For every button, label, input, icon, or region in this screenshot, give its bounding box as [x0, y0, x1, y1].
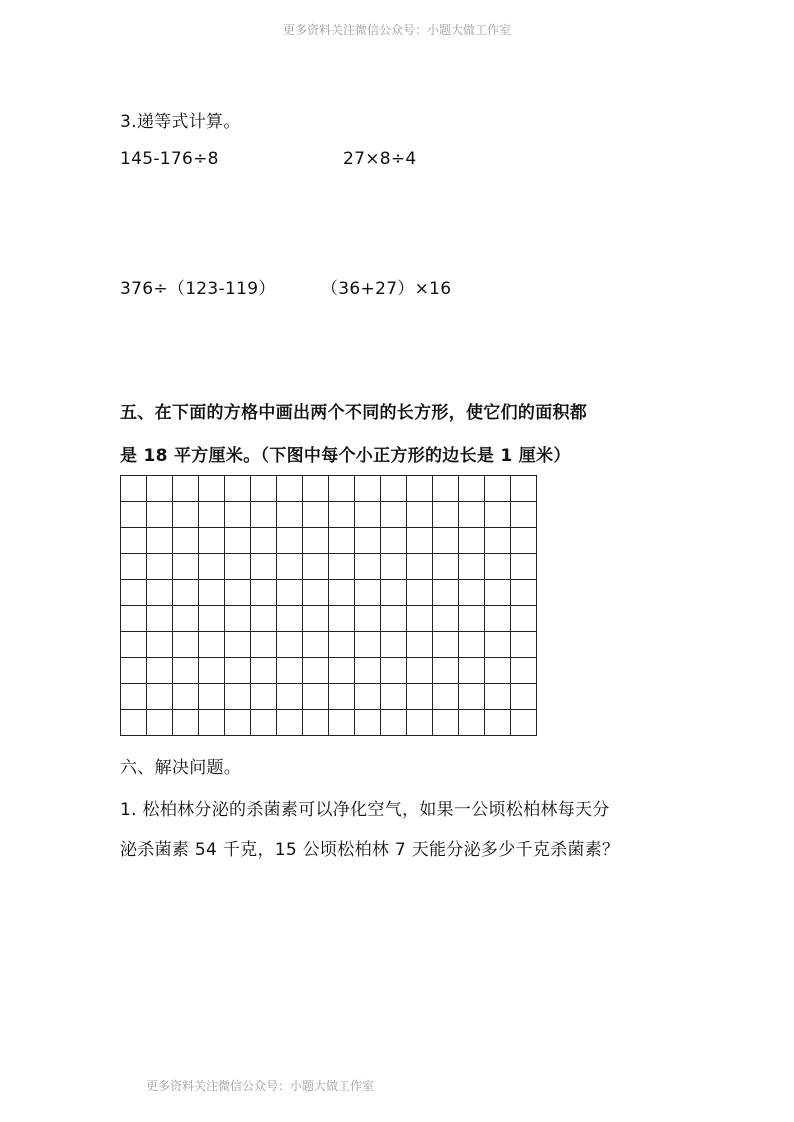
grid-cell: [381, 658, 407, 684]
expression-2: 27×8÷4: [343, 149, 417, 169]
grid-cell: [225, 554, 251, 580]
grid-cell: [173, 710, 199, 736]
grid-cell: [251, 710, 277, 736]
grid-cell: [251, 658, 277, 684]
grid-cell: [121, 502, 147, 528]
grid-cell: [199, 632, 225, 658]
grid-cell: [147, 710, 173, 736]
grid-cell: [329, 684, 355, 710]
grid-cell: [121, 528, 147, 554]
grid-cell: [277, 710, 303, 736]
grid-cell: [251, 606, 277, 632]
grid-cell: [199, 684, 225, 710]
grid-cell: [277, 632, 303, 658]
grid-cell: [277, 528, 303, 554]
grid-cell: [407, 554, 433, 580]
grid-cell: [407, 606, 433, 632]
grid-cell: [225, 502, 251, 528]
grid-cell: [459, 658, 485, 684]
grid-cell: [485, 658, 511, 684]
grid-cell: [381, 684, 407, 710]
grid-cell: [433, 684, 459, 710]
grid-cell: [407, 658, 433, 684]
grid-cell: [277, 684, 303, 710]
grid-cell: [225, 632, 251, 658]
grid-cell: [485, 710, 511, 736]
grid-cell: [407, 684, 433, 710]
grid-cell: [511, 502, 537, 528]
grid-cell: [225, 476, 251, 502]
grid-cell: [407, 528, 433, 554]
grid-cell: [199, 528, 225, 554]
grid-cell: [433, 632, 459, 658]
grid-cell: [147, 632, 173, 658]
grid-cell: [511, 684, 537, 710]
grid-cell: [433, 710, 459, 736]
grid-cell: [173, 476, 199, 502]
grid-cell: [355, 658, 381, 684]
grid-cell: [147, 528, 173, 554]
expression-1: 145-176÷8: [120, 149, 219, 169]
grid-cell: [381, 502, 407, 528]
watermark-bottom: 更多资料关注微信公众号：小题大做工作室: [146, 1079, 375, 1093]
grid-cell: [355, 476, 381, 502]
grid-cell: [485, 476, 511, 502]
grid-cell: [485, 554, 511, 580]
grid-cell: [303, 476, 329, 502]
grid-cell: [199, 502, 225, 528]
grid-cell: [511, 528, 537, 554]
grid-cell: [459, 684, 485, 710]
grid-cell: [511, 606, 537, 632]
grid-cell: [381, 528, 407, 554]
section3-heading: 3.递等式计算。: [120, 112, 241, 132]
grid-cell: [121, 580, 147, 606]
grid-cell: [199, 476, 225, 502]
grid-cell: [173, 554, 199, 580]
square-grid: [120, 475, 537, 736]
grid-cell: [459, 606, 485, 632]
grid-cell: [329, 476, 355, 502]
section6-heading: 六、解决问题。: [120, 758, 242, 778]
grid-cell: [459, 502, 485, 528]
grid-cell: [433, 528, 459, 554]
grid-cell: [381, 554, 407, 580]
grid-cell: [485, 606, 511, 632]
grid-cell: [225, 580, 251, 606]
grid-cell: [277, 606, 303, 632]
grid-cell: [381, 632, 407, 658]
grid-cell: [147, 476, 173, 502]
grid-cell: [277, 580, 303, 606]
grid-cell: [173, 632, 199, 658]
grid-cell: [485, 528, 511, 554]
grid-cell: [459, 710, 485, 736]
grid-cell: [303, 528, 329, 554]
grid-cell: [407, 580, 433, 606]
grid-cell: [277, 502, 303, 528]
grid-cell: [407, 502, 433, 528]
grid-cell: [121, 606, 147, 632]
grid-cell: [433, 554, 459, 580]
grid-cell: [511, 580, 537, 606]
grid-cell: [199, 580, 225, 606]
grid-cell: [147, 658, 173, 684]
grid-cell: [251, 554, 277, 580]
grid-cell: [355, 580, 381, 606]
grid-cell: [407, 632, 433, 658]
grid-cell: [355, 554, 381, 580]
grid-cell: [381, 476, 407, 502]
grid-cell: [147, 502, 173, 528]
grid-cell: [355, 502, 381, 528]
grid-cell: [173, 606, 199, 632]
grid-cell: [511, 554, 537, 580]
grid-cell: [147, 580, 173, 606]
grid-cell: [199, 606, 225, 632]
grid-cell: [355, 606, 381, 632]
grid-cell: [199, 658, 225, 684]
grid-cell: [433, 476, 459, 502]
grid-cell: [303, 580, 329, 606]
grid-cell: [433, 580, 459, 606]
grid-cell: [459, 632, 485, 658]
grid-cell: [173, 502, 199, 528]
grid-cell: [251, 528, 277, 554]
grid-cell: [121, 658, 147, 684]
grid-cell: [303, 502, 329, 528]
grid-cell: [173, 658, 199, 684]
grid-cell: [407, 476, 433, 502]
grid-cell: [329, 710, 355, 736]
grid-cell: [485, 684, 511, 710]
grid-cell: [459, 528, 485, 554]
grid-cell: [433, 502, 459, 528]
grid-cell: [485, 632, 511, 658]
grid-cell: [251, 580, 277, 606]
grid-cell: [199, 554, 225, 580]
grid-cell: [329, 528, 355, 554]
grid-cell: [121, 684, 147, 710]
grid-cell: [225, 684, 251, 710]
grid-cell: [173, 580, 199, 606]
grid-cell: [329, 502, 355, 528]
grid-cell: [121, 554, 147, 580]
grid-cell: [251, 684, 277, 710]
grid-cell: [459, 476, 485, 502]
grid-cell: [147, 606, 173, 632]
grid-cell: [121, 476, 147, 502]
grid-cell: [329, 554, 355, 580]
grid-cell: [433, 606, 459, 632]
grid-cell: [329, 632, 355, 658]
grid-cell: [459, 554, 485, 580]
grid-cell: [121, 632, 147, 658]
grid-cell: [199, 710, 225, 736]
grid-cell: [407, 710, 433, 736]
grid-cell: [303, 710, 329, 736]
grid-cell: [433, 658, 459, 684]
grid-cell: [277, 554, 303, 580]
grid-cell: [329, 580, 355, 606]
expression-3: 376÷（123-119）: [120, 279, 276, 299]
grid-cell: [277, 476, 303, 502]
grid-cell: [225, 528, 251, 554]
grid-cell: [485, 502, 511, 528]
grid-cell: [355, 632, 381, 658]
grid-cell: [511, 632, 537, 658]
grid-cell: [251, 502, 277, 528]
question-1-line1: 1. 松柏林分泌的杀菌素可以净化空气，如果一公顷松柏林每天分: [120, 800, 610, 820]
grid-cell: [511, 476, 537, 502]
grid-cell: [147, 554, 173, 580]
watermark-top: 更多资料关注微信公众号：小题大做工作室: [282, 23, 511, 37]
grid-cell: [511, 710, 537, 736]
grid-cell: [329, 658, 355, 684]
grid-cell: [277, 658, 303, 684]
grid-cell: [303, 554, 329, 580]
grid-cell: [173, 684, 199, 710]
grid-cell: [173, 528, 199, 554]
grid-cell: [225, 710, 251, 736]
grid-cell: [355, 684, 381, 710]
question-1-line2: 泌杀菌素 54 千克，15 公顷松柏林 7 天能分泌多少千克杀菌素？: [120, 840, 620, 860]
grid-cell: [485, 580, 511, 606]
grid-cell: [303, 632, 329, 658]
grid-cell: [251, 632, 277, 658]
grid-cell: [355, 528, 381, 554]
grid-cell: [303, 658, 329, 684]
expression-4: （36+27）×16: [321, 279, 452, 299]
grid-cell: [381, 580, 407, 606]
grid-cell: [225, 606, 251, 632]
grid-cell: [251, 476, 277, 502]
grid-cell: [511, 658, 537, 684]
grid-cell: [303, 684, 329, 710]
grid-cell: [147, 684, 173, 710]
section5-line2: 是 18 平方厘米。（下图中每个小正方形的边长是 1 厘米）: [120, 446, 571, 466]
grid-cell: [329, 606, 355, 632]
grid-cell: [381, 606, 407, 632]
grid-cell: [303, 606, 329, 632]
grid-cell: [459, 580, 485, 606]
grid-cell: [381, 710, 407, 736]
grid-cell: [121, 710, 147, 736]
grid-cell: [225, 658, 251, 684]
grid-cell: [355, 710, 381, 736]
section5-line1: 五、在下面的方格中画出两个不同的长方形，使它们的面积都: [120, 403, 588, 423]
